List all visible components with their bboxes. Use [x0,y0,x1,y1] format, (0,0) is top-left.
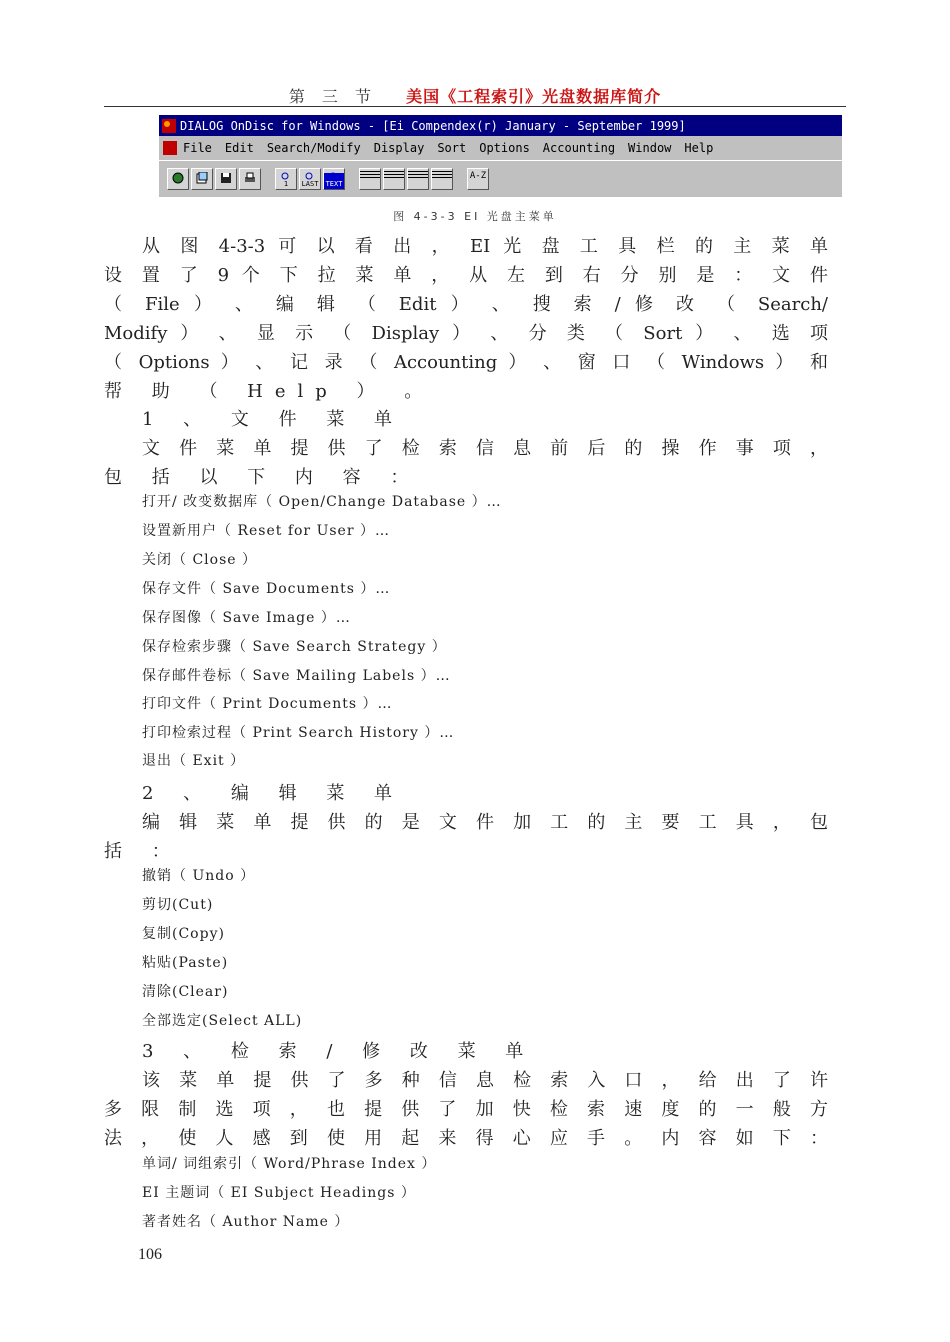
menu-search-modify[interactable]: Search/Modify [266,141,361,155]
page-header [104,84,846,107]
list-item: 退出（ Exit ） [142,753,246,769]
section-label: 第 三 节 [288,87,378,106]
search-1-label: 1 [283,180,289,188]
menu-file[interactable]: File [183,141,212,155]
figure-caption: 图 4-3-3 EI 光盘主菜单 [393,210,557,223]
connect-icon[interactable] [167,168,189,190]
list-item: 剪切(Cut) [142,897,214,913]
list-item: 全部选定(Select ALL) [142,1013,303,1029]
search-text-label: TEXT [324,173,344,190]
menu-accounting[interactable]: Accounting [542,141,616,155]
section-heading: 2 、 编 辑 菜 单 [142,783,405,804]
list-item: 打印文件（ Print Documents ）… [142,696,393,712]
menu-edit[interactable]: Edit [224,141,254,155]
open-database-icon[interactable] [191,168,213,190]
list-item: 著者姓名（ Author Name ） [142,1214,350,1230]
list-item: 关闭（ Close ） [142,552,257,568]
search-last-icon[interactable] [299,168,321,190]
list-item: 保存文件（ Save Documents ）… [142,581,391,597]
app-icon [162,119,176,133]
list-item: 粘贴(Paste) [142,955,229,971]
display-format-3-icon[interactable] [407,168,429,190]
list-item: EI 主题词（ EI Subject Headings ） [142,1185,416,1201]
menu-help[interactable]: Help [684,141,714,155]
list-item: 清除(Clear) [142,984,229,1000]
section-heading: 3 、 检 索 / 修 改 菜 单 [142,1041,536,1062]
paragraph-line: 文 件 菜 单 提 供 了 检 索 信 息 前 后 的 操 作 事 项 ， [142,438,828,459]
paragraph-line: 包 括 以 下 内 容 ： [104,467,421,488]
list-item: 打印检索过程（ Print Search History ）… [142,725,455,741]
search-text-icon[interactable] [323,168,345,190]
list-item: 设置新用户（ Reset for User ）… [142,523,390,539]
display-format-1-icon[interactable] [359,168,381,190]
list-item: 打开/ 改变数据库（ Open/Change Database ）… [142,494,502,510]
paragraph-line: （ File ） 、 编 辑 （ Edit ） 、 搜 索 / 修 改 （ Search/ [104,294,828,315]
paragraph-line: 从 图 4-3-3 可 以 看 出 ， EI 光 盘 工 具 栏 的 主 菜 单 [142,236,828,257]
menu-window[interactable]: Window [628,141,672,155]
paragraph-line: 括 ： [104,841,182,862]
paragraph-line: 该 菜 单 提 供 了 多 种 信 息 检 索 入 口 ， 给 出 了 许 [142,1070,828,1091]
window-title: DIALOG OnDisc for Windows - [Ei Compendex(r) January - September 1999] [180,118,686,133]
page-number: 106 [138,1246,162,1263]
list-item: 保存邮件卷标（ Save Mailing Labels ）… [142,668,451,684]
menu-sort[interactable]: Sort [437,141,467,155]
sort-icon[interactable] [467,168,489,190]
list-item: 单词/ 词组索引（ Word/Phrase Index ） [142,1156,437,1172]
list-item: 保存图像（ Save Image ）… [142,610,351,626]
paragraph-line: 法 ， 使 人 感 到 使 用 起 来 得 心 应 手 。 内 容 如 下 ： [104,1128,828,1149]
paragraph-line: 帮 助 （ Help ） 。 [104,381,435,402]
header-title: 美国《工程索引》光盘数据库简介 [406,87,662,106]
display-format-2-icon[interactable] [383,168,405,190]
sort-label: A-Z [469,171,487,181]
menu-options[interactable]: Options [479,141,530,155]
document-icon [163,141,177,155]
search-last-label: LAST [301,180,319,188]
list-item: 撤销（ Undo ） [142,868,256,884]
menu-display[interactable]: Display [373,141,425,155]
print-icon[interactable] [239,168,261,190]
window-titlebar [159,115,842,136]
display-table-icon[interactable] [431,168,453,190]
paragraph-line: （ Options ） 、 记 录 （ Accounting ） 、 窗 口 （ Windows ） 和 [104,352,828,373]
save-icon[interactable] [215,168,237,190]
paragraph-line: 编 辑 菜 单 提 供 的 是 文 件 加 工 的 主 要 工 具 ， 包 [142,812,828,833]
screenshot-figure [159,115,842,196]
list-item: 复制(Copy) [142,926,225,942]
list-item: 保存检索步骤（ Save Search Strategy ） [142,639,447,655]
paragraph-line: Modify ） 、 显 示 （ Display ） 、 分 类 （ Sort ） 、 选 项 [104,323,828,344]
paragraph-line: 设 置 了 9 个 下 拉 菜 单 ， 从 左 到 右 分 别 是 ： 文 件 [104,265,828,286]
search-1-icon[interactable] [275,168,297,190]
toolbar [159,160,842,197]
paragraph-line: 多 限 制 选 项 ， 也 提 供 了 加 快 检 索 速 度 的 一 般 方 [104,1099,828,1120]
menu-bar [159,136,842,160]
section-heading: 1 、 文 件 菜 单 [142,409,405,430]
